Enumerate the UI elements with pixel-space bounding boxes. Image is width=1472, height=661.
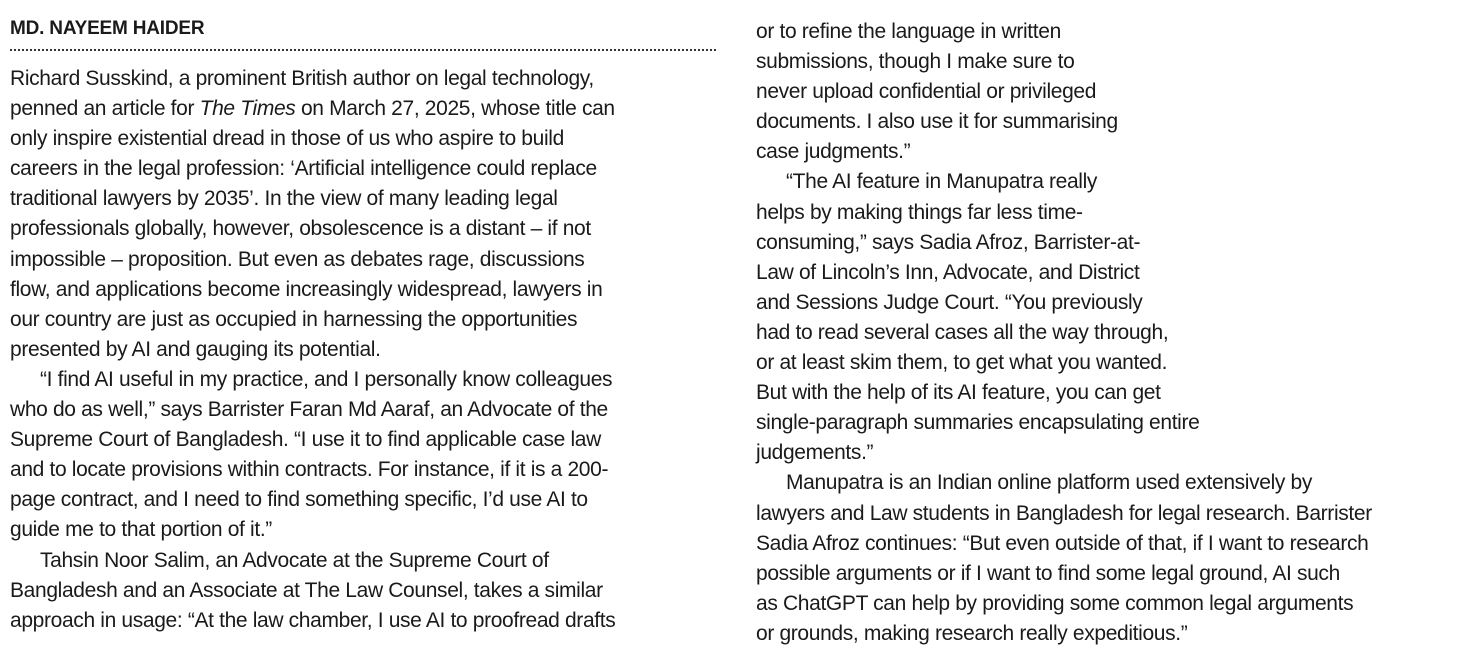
text-line xyxy=(10,335,720,365)
text-segment: But with the help of its AI feature, you can get xyxy=(756,381,1161,405)
text-segment: only inspire existential dread in those of us who aspire to build xyxy=(10,127,564,151)
text-line xyxy=(756,438,1462,468)
text-segment: penned an article for xyxy=(10,97,200,121)
text-line xyxy=(10,124,720,154)
text-segment: our country are just as occupied in harnessing the opportunities xyxy=(10,307,578,331)
text-segment: possible arguments or if I want to find some legal ground, AI such xyxy=(756,561,1340,585)
article-body-right xyxy=(756,17,1462,649)
text-segment: single-paragraph summaries encapsulating entire xyxy=(756,411,1200,435)
text-line xyxy=(756,378,1462,408)
text-segment: “I find AI useful in my practice, and I personally know colleagues xyxy=(40,367,613,391)
text-segment: or to refine the language in written xyxy=(756,20,1061,43)
text-segment: Manupatra is an Indian online platform used extensively by xyxy=(786,471,1313,495)
publication-name: The Times xyxy=(199,97,296,121)
text-segment: never upload confidential or privileged xyxy=(756,80,1097,104)
text-segment: page contract, and I need to find something specific, I’d use AI to xyxy=(10,488,588,512)
text-segment: Bangladesh and an Associate at The Law Counsel, takes a similar xyxy=(10,578,603,602)
text-line xyxy=(756,137,1462,167)
text-segment: case judgments.” xyxy=(756,140,911,164)
text-line xyxy=(756,47,1462,77)
text-line xyxy=(756,529,1462,559)
text-segment: who do as well,” says Barrister Faran Md Aaraf, an Advocate of the xyxy=(10,398,608,422)
text-segment: consuming,” says Sadia Afroz, Barrister-at- xyxy=(756,230,1141,254)
text-line xyxy=(756,348,1462,378)
text-segment: or at least skim them, to get what you wanted. xyxy=(756,351,1168,375)
text-segment: lawyers and Law students in Bangladesh for legal research. Barrister xyxy=(756,501,1372,525)
text-segment: flow, and applications become increasingly widespread, lawyers in xyxy=(10,277,603,301)
text-line xyxy=(756,107,1462,137)
text-line xyxy=(756,619,1462,649)
text-segment: had to read several cases all the way through, xyxy=(756,320,1169,344)
text-line xyxy=(756,468,1462,498)
text-line xyxy=(10,245,720,275)
author-byline: MD. NAYEEM HAIDER xyxy=(10,18,205,39)
text-line xyxy=(10,515,720,545)
text-line xyxy=(10,184,720,214)
text-line xyxy=(756,318,1462,348)
text-segment: and Sessions Judge Court. “You previously xyxy=(756,290,1143,314)
text-line xyxy=(10,154,720,184)
text-segment: documents. I also use it for summarising xyxy=(756,110,1118,134)
text-line xyxy=(756,17,1462,47)
text-segment: Law of Lincoln’s Inn, Advocate, and District xyxy=(756,260,1140,284)
text-line xyxy=(10,395,720,425)
text-segment: Supreme Court of Bangladesh. “I use it to find applicable case law xyxy=(10,428,601,452)
left-column xyxy=(10,0,720,636)
text-line xyxy=(10,275,720,305)
text-line xyxy=(10,305,720,335)
text-line xyxy=(756,198,1462,228)
text-segment: presented by AI and gauging its potential. xyxy=(10,337,381,361)
text-segment: judgements.” xyxy=(756,441,874,465)
text-segment: traditional lawyers by 2035’. In the view of many leading legal xyxy=(10,187,558,211)
text-line xyxy=(10,365,720,395)
text-line xyxy=(10,214,720,244)
text-line xyxy=(10,64,720,94)
text-segment: helps by making things far less time- xyxy=(756,200,1083,224)
text-line xyxy=(10,455,720,485)
text-segment: professionals globally, however, obsolescence is a distant – if not xyxy=(10,217,591,241)
text-line xyxy=(10,425,720,455)
text-line xyxy=(10,485,720,515)
text-line xyxy=(10,576,720,606)
text-line xyxy=(10,546,720,576)
text-line xyxy=(756,408,1462,438)
text-line xyxy=(756,589,1462,619)
text-line xyxy=(10,94,720,124)
text-segment: “The AI feature in Manupatra really xyxy=(786,170,1098,194)
text-line xyxy=(756,258,1462,288)
text-segment: guide me to that portion of it.” xyxy=(10,518,272,542)
article-body-left xyxy=(10,64,720,636)
text-segment: Sadia Afroz continues: “But even outside of that, if I want to research xyxy=(756,531,1369,555)
text-line xyxy=(756,559,1462,589)
text-line xyxy=(756,228,1462,258)
text-line xyxy=(10,606,720,636)
text-segment: impossible – proposition. But even as debates rage, discussions xyxy=(10,247,585,271)
text-segment: on March 27, 2025, whose title can xyxy=(295,97,615,121)
byline-divider xyxy=(10,49,716,51)
text-segment: Richard Susskind, a prominent British author on legal technology, xyxy=(10,67,594,90)
text-segment: approach in usage: “At the law chamber, I use AI to proofread drafts xyxy=(10,608,616,632)
text-line xyxy=(756,167,1462,197)
right-column xyxy=(756,0,1462,649)
text-line xyxy=(756,288,1462,318)
text-segment: as ChatGPT can help by providing some common legal arguments xyxy=(756,591,1354,615)
text-segment: or grounds, making research really expeditious.” xyxy=(756,621,1188,645)
text-segment: careers in the legal profession: ‘Artificial intelligence could replace xyxy=(10,157,597,181)
text-line xyxy=(756,77,1462,107)
text-segment: Tahsin Noor Salim, an Advocate at the Supreme Court of xyxy=(40,548,549,572)
text-segment: submissions, though I make sure to xyxy=(756,50,1075,74)
text-line xyxy=(756,499,1462,529)
text-segment: and to locate provisions within contracts. For instance, if it is a 200- xyxy=(10,458,609,482)
